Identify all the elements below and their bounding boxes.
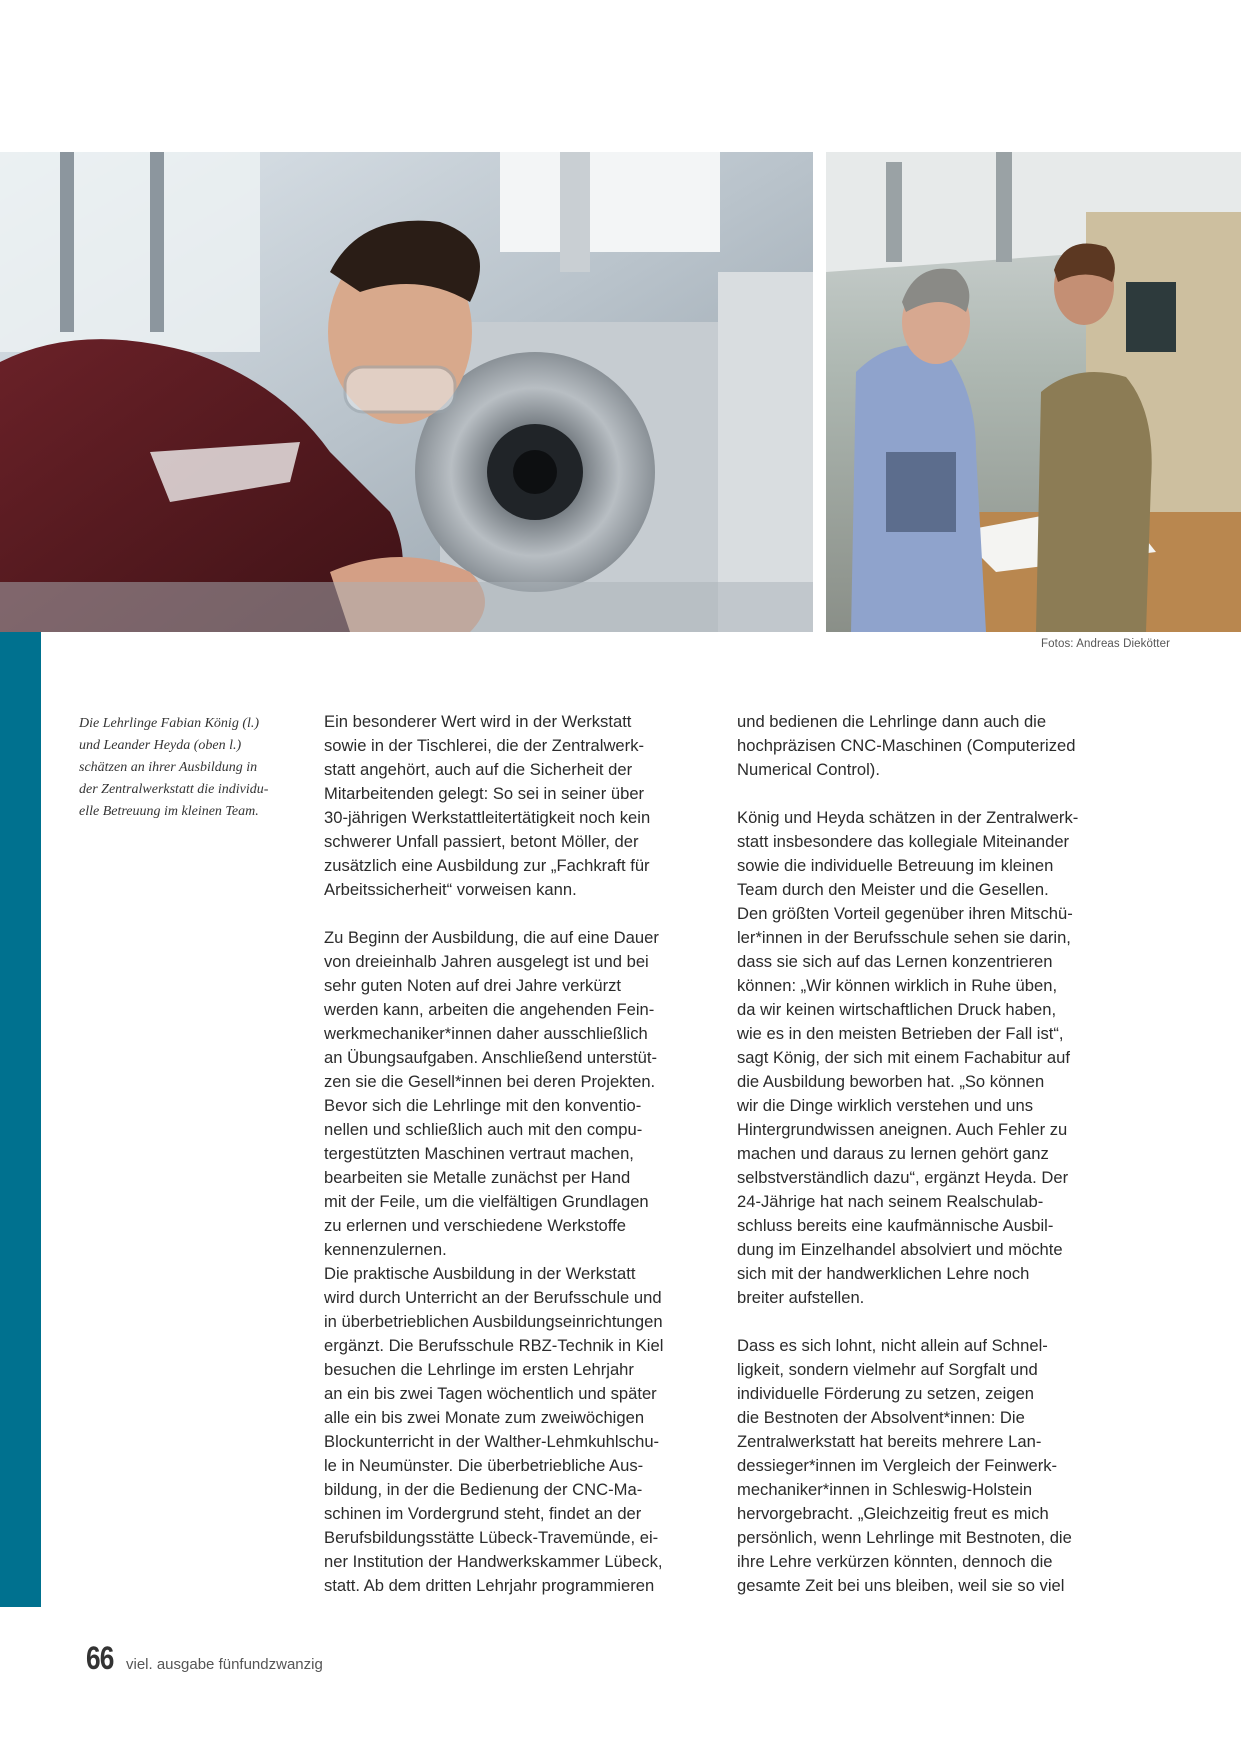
photo-apprentice-lathe-image bbox=[0, 152, 813, 632]
article-column-1 bbox=[324, 710, 724, 1598]
article-column-2 bbox=[737, 710, 1137, 1598]
accent-bar bbox=[0, 632, 41, 1607]
photo-caption-text: Die Lehrlinge Fabian König (l.) und Leander Heyda (oben l.) schätzen an ihrer Ausbildung in der Zentralwerkstatt die individu- elle Betreuung im kleinen Team. bbox=[79, 716, 269, 819]
photo-apprentice-lathe bbox=[0, 152, 813, 632]
paragraph: König und Heyda schätzen in der Zentralwerk- statt insbesondere das kollegiale Miteinander sowie die individuelle Betreuung im kleinen Team durch den Meister und die Gesellen. Den größten Vorteil gegenüber ihren Mitschü- ler*innen in der Berufsschule sehen sie darin, dass sie sich auf das Lernen konzentrieren können: „Wir können wirklich in Ruhe üben, da wir keinen wirtschaftlichen Druck haben, wie es in den meisten Betrieben der Fall ist“, sagt König, der sich mit einem Fachabitur auf die Ausbildung beworben hat. „So können wir die Dinge wirklich verstehen und uns Hintergrundwissen aneignen. Auch Fehler zu machen und daraus zu lernen gehört ganz selbstverständlich dazu“, ergänzt Heyda. Der 24-Jährige hat nach seinem Realschulab- schluss bereits eine kaufmännische Ausbil- dung im Einzelhandel absolviert und möchte sich mit der handwerklichen Lehre noch breiter aufstellen. bbox=[737, 808, 1079, 1307]
paragraph: Zu Beginn der Ausbildung, die auf eine Dauer von dreieinhalb Jahren ausgelegt ist und bei sehr guten Noten auf drei Jahre verkürzt werden kann, arbeiten die angehenden Fein- werkmechaniker*innen daher ausschließlich an Übungsaufgaben. Anschließend unterstüt- zen sie die Gesell*innen bei deren Projekten. Bevor sich die Lehrlinge mit den konventio- nellen und schließlich auch mit den compu- tergestützten Maschinen vertraut machen, bearbeiten sie Metalle zunächst per Hand mit der Feile, um die vielfältigen Grundlagen zu erlernen und verschiedene Werkstoffe kennenzulernen. bbox=[324, 928, 659, 1259]
paragraph: Dass es sich lohnt, nicht allein auf Schnel- ligkeit, sondern vielmehr auf Sorgfalt und individuelle Förderung zu setzen, zeigen die Bestnoten der Absolvent*innen: Die Zentralwerkstatt hat bereits mehrere Lan- dessieger*innen im Vergleich der Feinwerk- mechaniker*innen in Schleswig-Holstein hervorgebracht. „Gleichzeitig freut es mich persönlich, wenn Lehrlinge mit Bestnoten, die ihre Lehre verkürzen könnten, dennoch die gesamte Zeit bei uns bleiben, weil sie so viel bbox=[737, 1336, 1072, 1595]
page-footer bbox=[86, 1640, 323, 1677]
paragraph: Die praktische Ausbildung in der Werkstatt wird durch Unterricht an der Berufsschule und in überbetrieblichen Ausbildungseinrichtungen ergänzt. Die Berufsschule RBZ-Technik in Kiel besuchen die Lehrlinge im ersten Lehrjahr an ein bis zwei Tagen wöchentlich und später alle ein bis zwei Monate zum zweiwöchigen Blockunterricht in der Walther-Lehmkuhlschu- le in Neumünster. Die überbetriebliche Aus- bildung, in der die Bedienung der CNC-Ma- schinen im Vordergrund steht, findet an der Berufsbildungsstätte Lübeck-Travemünde, ei- ner Institution der Handwerkskammer Lübeck, statt. Ab dem dritten Lehrjahr programmieren bbox=[324, 1264, 664, 1595]
photo-caption bbox=[79, 713, 294, 823]
paragraph: und bedienen die Lehrlinge dann auch die hochpräzisen CNC-Maschinen (Computerized Numerical Control). bbox=[737, 712, 1076, 779]
photo-master-apprentice bbox=[826, 152, 1241, 632]
photo-credit: Fotos: Andreas Diekötter bbox=[1041, 638, 1170, 650]
page-number: 66 bbox=[86, 1640, 114, 1676]
paragraph: Ein besonderer Wert wird in der Werkstatt sowie in der Tischlerei, die der Zentralwerk- statt angehört, auch auf die Sicherheit der Mitarbeitenden gelegt: So sei in seiner über 30-jährigen Werkstattleitertätigkeit noch kein schwerer Unfall passiert, betont Möller, der zusätzlich eine Ausbildung zur „Fachkraft für Arbeitssicherheit“ vorweisen kann. bbox=[324, 712, 651, 899]
photo-master-apprentice-image bbox=[826, 152, 1241, 632]
magazine-name: viel. ausgabe fünfundzwanzig bbox=[126, 1656, 323, 1673]
